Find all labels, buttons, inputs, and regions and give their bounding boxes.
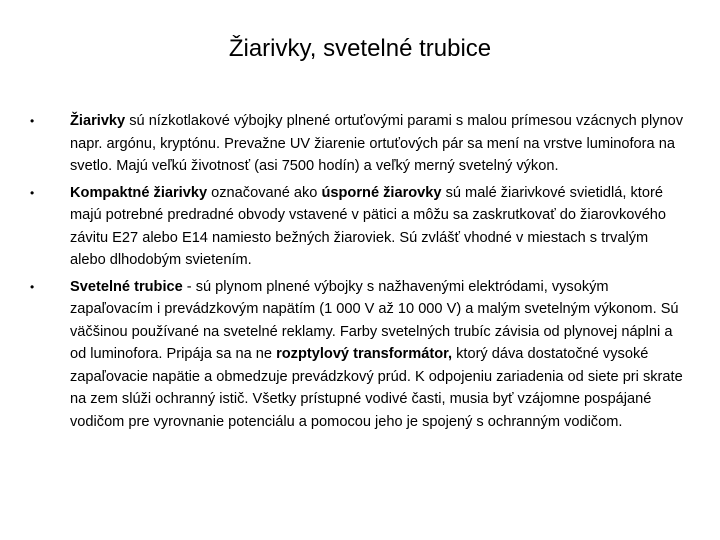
bullet-list [26,110,686,437]
bullet-text-continued: sú malé žiarivkové svietidlá, ktoré majú potrebné predradné obvody vstavené v pätici a môžu sa zaskrutkovať do žiarovkového závitu E27 alebo E14 namiesto bežných žiaroviek. Sú zvlášť vhodné v miestach s trvalým alebo dlhodobým svietením. [70,184,667,268]
bullet-term: Žiarivky [70,113,126,129]
bullet-term: Kompaktné žiarivky [70,184,208,201]
bullet-item-kompaktne-ziarivky [26,182,686,272]
bullet-icon: • [30,279,35,294]
bullet-text: sú nízkotlakové výbojky plnené ortuťovými parami s malou prímesou vzácnych plynov napr. argónu, kryptónu. Prevažne UV žiarenie ortuťových pár sa mení na vrstve luminofora na svetlo. Majú veľkú životnosť (asi 7500 hodín) a veľký merný svetelný výkon. [70,113,684,174]
bullet-icon: • [30,185,35,200]
bullet-text: označované ako [207,184,322,201]
bullet-term-secondary: rozptylový transformátor, [276,346,453,362]
bullet-text: - sú plynom plnené výbojky s nažhavenými elektródami, vysokým zapaľovacím i prevádzkovým napätím (1 000 V až 10 000 V) a malým svetelným výkonom. Sú väčšinou používané na svetelné reklamy. Farby svetelných trubíc závisia od plynovej náplni a od luminofora. Pripája sa na ne [70,278,679,362]
bullet-item-svetelne-trubice [26,276,686,434]
bullet-term-secondary: úsporné žiarovky [321,184,442,201]
slide-title: Žiarivky, svetelné trubice [228,35,492,62]
bullet-icon: • [30,114,35,128]
bullet-item-ziarivky [26,110,686,178]
bullet-text-continued: ktorý dáva dostatočné vysoké zapaľovacie napätie a obmedzuje prevádzkový prúd. K odpojeniu zariadenia od siete pri skrate na zem slúži ochranný istič. Všetky prístupné vodivé časti, musia byť vzájomne pospájané vodičom pre vyrovnanie potenciálu a pomocou jeho je spojený s ochranným vodičom. [70,346,683,430]
bullet-term: Svetelné trubice [70,278,183,295]
